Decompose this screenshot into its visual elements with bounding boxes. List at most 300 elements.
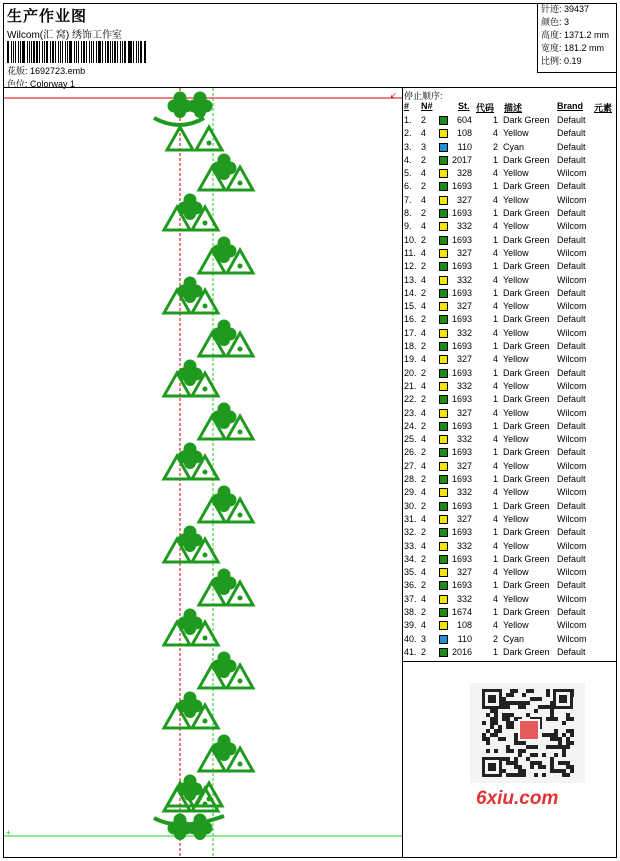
- row-needle: 3: [421, 141, 427, 152]
- row-brand: Wilcom: [557, 434, 587, 445]
- qr-module: [554, 745, 558, 749]
- row-brand: Wilcom: [557, 194, 587, 205]
- motif-ribbon: [154, 118, 204, 125]
- qr-module: [506, 757, 510, 761]
- motif-dot: [238, 430, 243, 435]
- row-description: Yellow: [503, 513, 529, 524]
- row-code: 4: [492, 460, 498, 471]
- row-index: 22.: [404, 394, 417, 405]
- row-index: 39.: [404, 620, 417, 631]
- qr-module: [538, 765, 542, 769]
- table-row: [404, 207, 616, 220]
- qr-module: [534, 697, 538, 701]
- row-needle: 4: [421, 194, 427, 205]
- table-row: [404, 127, 616, 140]
- row-needle: 2: [421, 646, 427, 657]
- motif-leaf: [184, 706, 196, 718]
- table-row: [404, 433, 616, 446]
- row-code: 4: [492, 247, 498, 258]
- qr-module: [518, 741, 522, 745]
- qr-module: [542, 705, 546, 709]
- qr-module: [522, 741, 526, 745]
- row-description: Dark Green: [503, 154, 550, 165]
- row-needle: 2: [421, 261, 427, 272]
- row-brand: Wilcom: [557, 301, 587, 312]
- row-stitches: 1693: [451, 261, 472, 272]
- color-swatch: [439, 156, 448, 165]
- row-description: Yellow: [503, 301, 529, 312]
- row-description: Cyan: [503, 633, 525, 644]
- motif-leaf: [218, 569, 231, 582]
- qr-module: [494, 713, 498, 717]
- row-stitches: 327: [456, 567, 472, 578]
- row-code: 4: [492, 434, 498, 445]
- row-stitches: 1693: [451, 527, 472, 538]
- row-brand: Wilcom: [557, 593, 587, 604]
- table-row: [404, 646, 616, 659]
- qr-module: [490, 725, 494, 729]
- row-description: Dark Green: [503, 208, 550, 219]
- qr-module: [506, 701, 510, 705]
- qr-module: [530, 745, 534, 749]
- row-stitches: 1693: [451, 181, 472, 192]
- color-swatch: [439, 369, 448, 378]
- row-brand: Wilcom: [557, 274, 587, 285]
- qr-module: [546, 705, 550, 709]
- row-description: Yellow: [503, 620, 529, 631]
- motif-leaf: [174, 92, 187, 105]
- qr-module: [566, 741, 570, 745]
- design-preview: [4, 88, 402, 857]
- row-needle: 4: [421, 247, 427, 258]
- row-stitches: 327: [456, 513, 472, 524]
- table-row: [404, 114, 616, 127]
- qr-module: [486, 729, 490, 733]
- row-code: 4: [492, 540, 498, 551]
- color-swatch: [439, 236, 448, 245]
- row-index: 12.: [404, 261, 417, 272]
- qr-module: [546, 733, 550, 737]
- qr-module: [566, 729, 570, 733]
- qr-module: [494, 749, 498, 753]
- color-swatch: [439, 116, 448, 125]
- table-row: [404, 180, 616, 193]
- qr-module: [510, 725, 514, 729]
- row-code: 4: [492, 168, 498, 179]
- qr-module: [542, 765, 546, 769]
- qr-module: [502, 701, 506, 705]
- qr-module: [554, 733, 558, 737]
- row-code: 1: [492, 154, 498, 165]
- row-stitches: 332: [456, 274, 472, 285]
- qr-module: [562, 721, 566, 725]
- qr-module: [514, 765, 518, 769]
- qr-module: [534, 709, 538, 713]
- qr-module: [530, 697, 534, 701]
- qr-module: [490, 709, 494, 713]
- table-row: [404, 234, 616, 247]
- row-brand: Wilcom: [557, 327, 587, 338]
- row-stitches: 1693: [451, 447, 472, 458]
- table-row: [404, 247, 616, 260]
- color-swatch: [439, 143, 448, 152]
- row-stitches: 604: [456, 115, 472, 125]
- qr-module: [498, 737, 502, 741]
- design-value: 1692723.emb: [30, 66, 86, 76]
- row-needle: 4: [421, 221, 427, 232]
- motif-leaf: [184, 692, 197, 705]
- qr-module: [546, 745, 550, 749]
- row-brand: Default: [557, 115, 586, 125]
- motif-leaf: [184, 208, 196, 220]
- table-row: [404, 300, 616, 313]
- row-needle: 2: [421, 447, 427, 458]
- row-description: Dark Green: [503, 474, 550, 485]
- row-brand: Default: [557, 474, 586, 485]
- row-needle: 2: [421, 208, 427, 219]
- row-index: 24.: [404, 420, 417, 431]
- row-needle: 2: [421, 314, 427, 325]
- motif-leaf: [184, 277, 197, 290]
- table-row: [404, 194, 616, 207]
- table-row: [404, 260, 616, 273]
- page-title: 生产作业图: [7, 8, 88, 25]
- qr-module: [562, 773, 566, 777]
- qr-finder: [559, 695, 567, 703]
- row-brand: Default: [557, 646, 586, 657]
- motif-leaf: [184, 443, 197, 456]
- watermark-site: 6xiu.com: [476, 788, 559, 809]
- table-row: [404, 420, 616, 433]
- corner-mark: ↙: [390, 91, 397, 100]
- row-brand: Default: [557, 527, 586, 538]
- col-stitches: St.: [458, 101, 470, 111]
- motif-leaf: [174, 828, 186, 840]
- row-needle: 4: [421, 354, 427, 365]
- row-description: Dark Green: [503, 341, 550, 352]
- qr-module: [510, 773, 514, 777]
- row-stitches: 1693: [451, 341, 472, 352]
- col-code: 代码: [476, 103, 495, 113]
- row-code: 1: [492, 447, 498, 458]
- row-code: 4: [492, 194, 498, 205]
- table-row: [404, 606, 616, 619]
- motif-leaf: [174, 106, 186, 118]
- row-description: Yellow: [503, 567, 529, 578]
- color-swatch: [439, 262, 448, 271]
- row-stitches: 332: [456, 540, 472, 551]
- table-row: [404, 393, 616, 406]
- row-description: Yellow: [503, 460, 529, 471]
- col-description: 描述: [504, 103, 523, 113]
- row-needle: 2: [421, 553, 427, 564]
- row-code: 1: [492, 474, 498, 485]
- qr-module: [542, 753, 546, 757]
- qr-module: [554, 769, 558, 773]
- qr-module: [494, 717, 498, 721]
- table-row: [404, 220, 616, 233]
- qr-module: [514, 701, 518, 705]
- qr-module: [482, 737, 486, 741]
- qr-module: [554, 737, 558, 741]
- qr-module: [534, 761, 538, 765]
- row-index: 1.: [404, 115, 412, 125]
- row-brand: Default: [557, 553, 586, 564]
- motif-dot: [238, 762, 243, 767]
- row-brand: Default: [557, 606, 586, 617]
- color-swatch: [439, 302, 448, 311]
- row-index: 14.: [404, 287, 417, 298]
- qr-module: [522, 701, 526, 705]
- row-description: Yellow: [503, 247, 529, 258]
- qr-module: [510, 721, 514, 725]
- row-stitches: 108: [456, 620, 472, 631]
- row-code: 1: [492, 367, 498, 378]
- row-stitches: 327: [456, 194, 472, 205]
- qr-module: [514, 737, 518, 741]
- qr-module: [486, 713, 490, 717]
- qr-module: [506, 693, 510, 697]
- row-code: 1: [492, 580, 498, 591]
- col-element: 元素: [594, 103, 613, 113]
- row-stitches: 1693: [451, 208, 472, 219]
- row-needle: 2: [421, 154, 427, 165]
- qr-module: [494, 709, 498, 713]
- row-stitches: 327: [456, 301, 472, 312]
- color-swatch: [439, 276, 448, 285]
- motif-leaf: [194, 92, 207, 105]
- row-index: 20.: [404, 367, 417, 378]
- row-needle: 2: [421, 394, 427, 405]
- row-brand: Wilcom: [557, 354, 587, 365]
- table-row: [404, 340, 616, 353]
- table-row: [404, 500, 616, 513]
- table-row: [404, 154, 616, 167]
- stop-sequence-title: 停止顺序:: [404, 91, 443, 101]
- motif-leaf: [184, 360, 197, 373]
- qr-module: [558, 741, 562, 745]
- motif-dot: [207, 141, 212, 146]
- row-needle: 4: [421, 487, 427, 498]
- color-swatch: [439, 502, 448, 511]
- row-code: 4: [492, 567, 498, 578]
- row-index: 40.: [404, 633, 417, 644]
- row-description: Yellow: [503, 168, 529, 179]
- color-swatch: [439, 129, 448, 138]
- row-description: Dark Green: [503, 646, 550, 657]
- row-needle: 4: [421, 327, 427, 338]
- qr-module: [490, 733, 494, 737]
- row-stitches: 332: [456, 593, 472, 604]
- color-swatch: [439, 435, 448, 444]
- sequence-table: [404, 114, 616, 659]
- qr-module: [502, 717, 506, 721]
- motif-leaf: [184, 194, 197, 207]
- table-row: [404, 579, 616, 592]
- color-swatch: [439, 542, 448, 551]
- qr-module: [554, 753, 558, 757]
- row-code: 4: [492, 274, 498, 285]
- divider: [402, 87, 403, 858]
- row-brand: Default: [557, 367, 586, 378]
- row-stitches: 1693: [451, 474, 472, 485]
- motif-leaf: [184, 540, 196, 552]
- qr-module: [570, 741, 574, 745]
- row-description: Cyan: [503, 141, 525, 152]
- row-stitches: 327: [456, 247, 472, 258]
- qr-module: [502, 713, 506, 717]
- row-brand: Wilcom: [557, 513, 587, 524]
- row-code: 1: [492, 261, 498, 272]
- design-width: 宽度: 181.2 mm: [541, 43, 605, 53]
- qr-module: [550, 733, 554, 737]
- row-index: 2.: [404, 128, 412, 139]
- divider: [402, 661, 617, 662]
- row-brand: Default: [557, 500, 586, 511]
- row-needle: 4: [421, 301, 427, 312]
- row-description: Dark Green: [503, 314, 550, 325]
- row-description: Yellow: [503, 221, 529, 232]
- motif-dot: [207, 797, 212, 802]
- qr-finder: [488, 695, 496, 703]
- qr-module: [570, 733, 574, 737]
- color-swatch: [439, 222, 448, 231]
- qr-logo: [520, 721, 538, 739]
- qr-module: [502, 705, 506, 709]
- row-needle: 4: [421, 407, 427, 418]
- table-row: [404, 593, 616, 606]
- row-stitches: 1693: [451, 500, 472, 511]
- row-description: Dark Green: [503, 500, 550, 511]
- motif-leaf: [218, 403, 231, 416]
- row-index: 6.: [404, 181, 412, 192]
- qr-module: [550, 737, 554, 741]
- row-brand: Wilcom: [557, 247, 587, 258]
- motif-dot: [238, 679, 243, 684]
- row-code: 1: [492, 420, 498, 431]
- row-description: Dark Green: [503, 606, 550, 617]
- row-needle: 2: [421, 580, 427, 591]
- row-index: 29.: [404, 487, 417, 498]
- table-row: [404, 380, 616, 393]
- row-stitches: 332: [456, 221, 472, 232]
- qr-module: [550, 765, 554, 769]
- row-code: 1: [492, 115, 498, 125]
- row-description: Yellow: [503, 380, 529, 391]
- row-needle: 2: [421, 341, 427, 352]
- row-description: Dark Green: [503, 287, 550, 298]
- qr-module: [522, 705, 526, 709]
- barcode: [7, 41, 147, 63]
- row-index: 16.: [404, 314, 417, 325]
- color-swatch: [439, 595, 448, 604]
- row-brand: Default: [557, 154, 586, 165]
- table-row: [404, 513, 616, 526]
- color-swatch: [439, 182, 448, 191]
- design-file: [7, 64, 85, 77]
- row-index: 18.: [404, 341, 417, 352]
- row-stitches: 332: [456, 380, 472, 391]
- stitch-count: 针迹: 39437: [541, 4, 590, 14]
- row-index: 11.: [404, 247, 416, 258]
- row-code: 2: [492, 141, 498, 152]
- row-code: 4: [492, 301, 498, 312]
- qr-module: [494, 729, 498, 733]
- motif-leaf: [184, 291, 196, 303]
- qr-module: [522, 693, 526, 697]
- qr-module: [554, 729, 558, 733]
- table-row: [404, 553, 616, 566]
- motif-dot: [238, 347, 243, 352]
- row-needle: 4: [421, 168, 427, 179]
- qr-module: [562, 769, 566, 773]
- row-code: 4: [492, 380, 498, 391]
- motif-dot: [238, 181, 243, 186]
- motif-triangle: [196, 127, 222, 150]
- color-swatch: [439, 515, 448, 524]
- qr-module: [550, 761, 554, 765]
- qr-module: [538, 761, 542, 765]
- row-stitches: 2017: [451, 154, 472, 165]
- table-row: [404, 367, 616, 380]
- qr-module: [546, 717, 550, 721]
- table-row: [404, 141, 616, 154]
- motif-leaf: [218, 320, 231, 333]
- row-stitches: 1693: [451, 420, 472, 431]
- row-description: Dark Green: [503, 527, 550, 538]
- qr-module: [550, 717, 554, 721]
- row-brand: Default: [557, 341, 586, 352]
- color-swatch: [439, 475, 448, 484]
- row-index: 27.: [404, 460, 417, 471]
- colorway-value: Colorway 1: [30, 79, 76, 89]
- row-stitches: 327: [456, 460, 472, 471]
- divider: [537, 72, 617, 73]
- row-index: 34.: [404, 553, 417, 564]
- row-needle: 2: [421, 500, 427, 511]
- row-description: Yellow: [503, 327, 529, 338]
- qr-module: [514, 733, 518, 737]
- qr-module: [550, 709, 554, 713]
- color-swatch: [439, 635, 448, 644]
- qr-module: [510, 689, 514, 693]
- row-needle: 2: [421, 115, 427, 125]
- color-swatch: [439, 249, 448, 258]
- qr-module: [570, 717, 574, 721]
- row-needle: 4: [421, 540, 427, 551]
- row-index: 13.: [404, 274, 417, 285]
- qr-module: [514, 717, 518, 721]
- row-brand: Default: [557, 314, 586, 325]
- qr-module: [506, 713, 510, 717]
- color-swatch: [439, 395, 448, 404]
- qr-module: [498, 729, 502, 733]
- qr-module: [506, 761, 510, 765]
- color-swatch: [439, 209, 448, 218]
- table-row: [404, 407, 616, 420]
- color-swatch: [439, 528, 448, 537]
- motif-leaf: [218, 154, 231, 167]
- design-height: 高度: 1371.2 mm: [541, 30, 610, 40]
- qr-module: [558, 745, 562, 749]
- row-description: Yellow: [503, 354, 529, 365]
- qr-module: [566, 761, 570, 765]
- qr-module: [566, 745, 570, 749]
- row-code: 1: [492, 208, 498, 219]
- motif-leaf: [184, 775, 197, 788]
- motif-dot: [238, 513, 243, 518]
- color-swatch: [439, 422, 448, 431]
